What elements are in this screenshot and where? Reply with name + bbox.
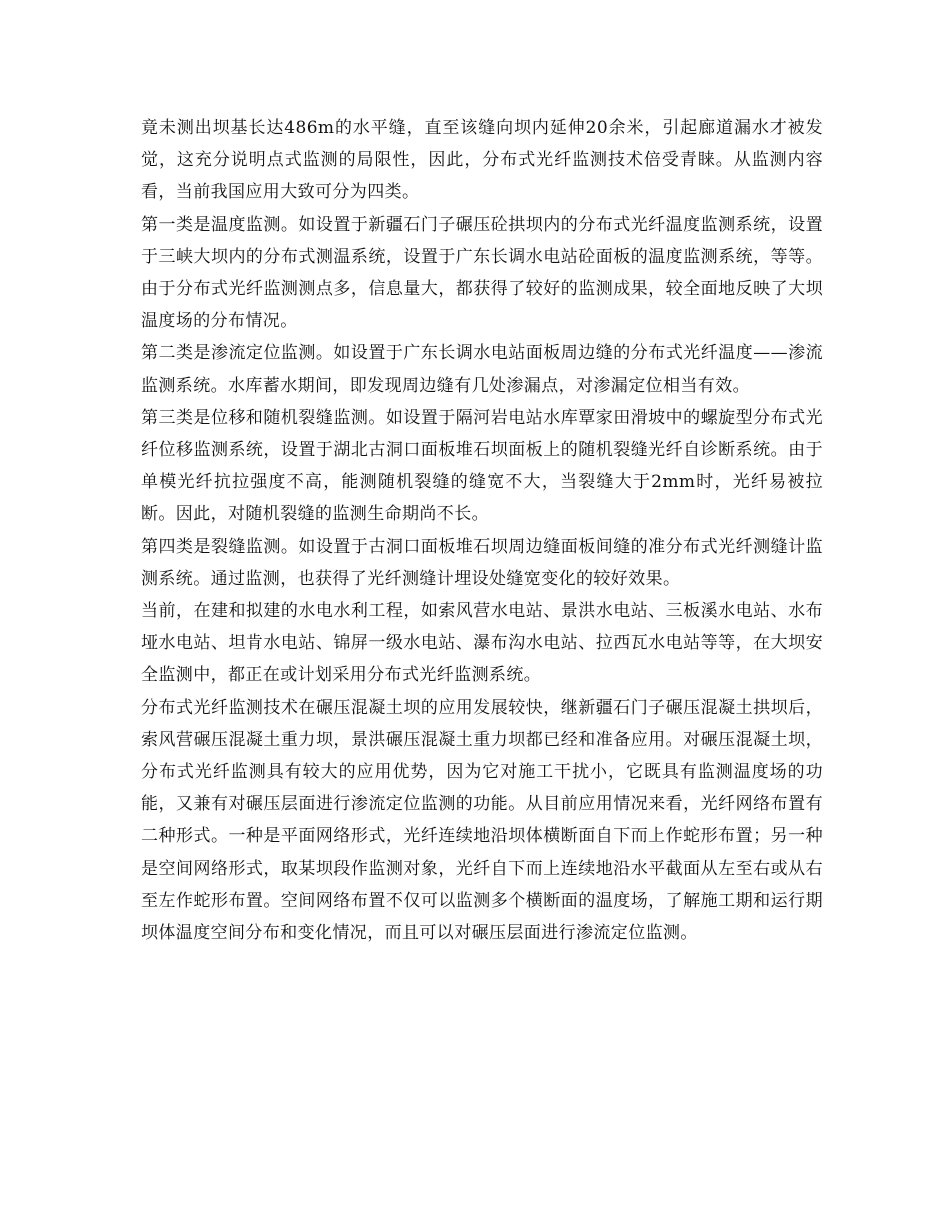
paragraph-displacement-crack-monitoring: 第三类是位移和随机裂缝监测。如设置于隔河岩电站水库覃家田滑坡中的螺旋型分布式光纤位移监测系统，设置于湖北古洞口面板堆石坝面板上的随机裂缝光纤自诊断系统。由于单模光纤抗拉强度不高，能测随机裂缝的缝宽不大，当裂缝大于2mm时，光纤易被拉断。因此，对随机裂缝的监测生命期尚不长。: [141, 407, 823, 525]
paragraph-joint-monitoring: 第四类是裂缝监测。如设置于古洞口面板堆石坝周边缝面板间缝的准分布式光纤测缝计监测系统。通过监测，也获得了光纤测缝计埋设处缝宽变化的较好效果。: [141, 536, 823, 589]
paragraph-rcc-dam-application: 分布式光纤监测技术在碾压混凝土坝的应用发展较快，继新疆石门子碾压混凝土拱坝后，索风营碾压混凝土重力坝，景洪碾压混凝土重力坝都已经和准备应用。对碾压混凝土坝，分布式光纤监测具有较大的应用优势，因为它对施工干扰小，它既具有监测温度场的功能，又兼有对碾压层面进行渗流定位监测的功能。从目前应用情况来看，光纤网络布置有二种形式。一种是平面网络形式，光纤连续地沿坝体横断面自下而上作蛇形布置；另一种是空间网络形式，取某坝段作监测对象，光纤自下而上连续地沿水平截面从左至右或从右至左作蛇形布置。空间网络布置不仅可以监测多个横断面的温度场，了解施工期和运行期坝体温度空间分布和变化情况，而且可以对碾压层面进行渗流定位监测。: [141, 697, 823, 944]
paragraph-seepage-location-monitoring: 第二类是渗流定位监测。如设置于广东长调水电站面板周边缝的分布式光纤温度——渗流监测系统。水库蓄水期间，即发现周边缝有几处渗漏点，对渗漏定位相当有效。: [141, 343, 823, 396]
paragraph-intro-continuation: 竟未测出坝基长达486m的水平缝，直至该缝向坝内延伸20余米，引起廊道漏水才被发觉，这充分说明点式监测的局限性，因此，分布式光纤监测技术倍受青睐。从监测内容看，当前我国应用大致可分为四类。: [141, 118, 823, 203]
document-body: [141, 112, 823, 949]
paragraph-current-projects: 当前，在建和拟建的水电水利工程，如索风营水电站、景洪水电站、三板溪水电站、水布垭水电站、坦肯水电站、锦屏一级水电站、瀑布沟水电站、拉西瓦水电站等等，在大坝安全监测中，都正在或计划采用分布式光纤监测系统。: [141, 601, 823, 686]
paragraph-temperature-monitoring: 第一类是温度监测。如设置于新疆石门子碾压砼拱坝内的分布式光纤温度监测系统，设置于三峡大坝内的分布式测温系统，设置于广东长调水电站砼面板的温度监测系统，等等。由于分布式光纤监测测点多，信息量大，都获得了较好的监测成果，较全面地反映了大坝温度场的分布情况。: [141, 214, 823, 332]
